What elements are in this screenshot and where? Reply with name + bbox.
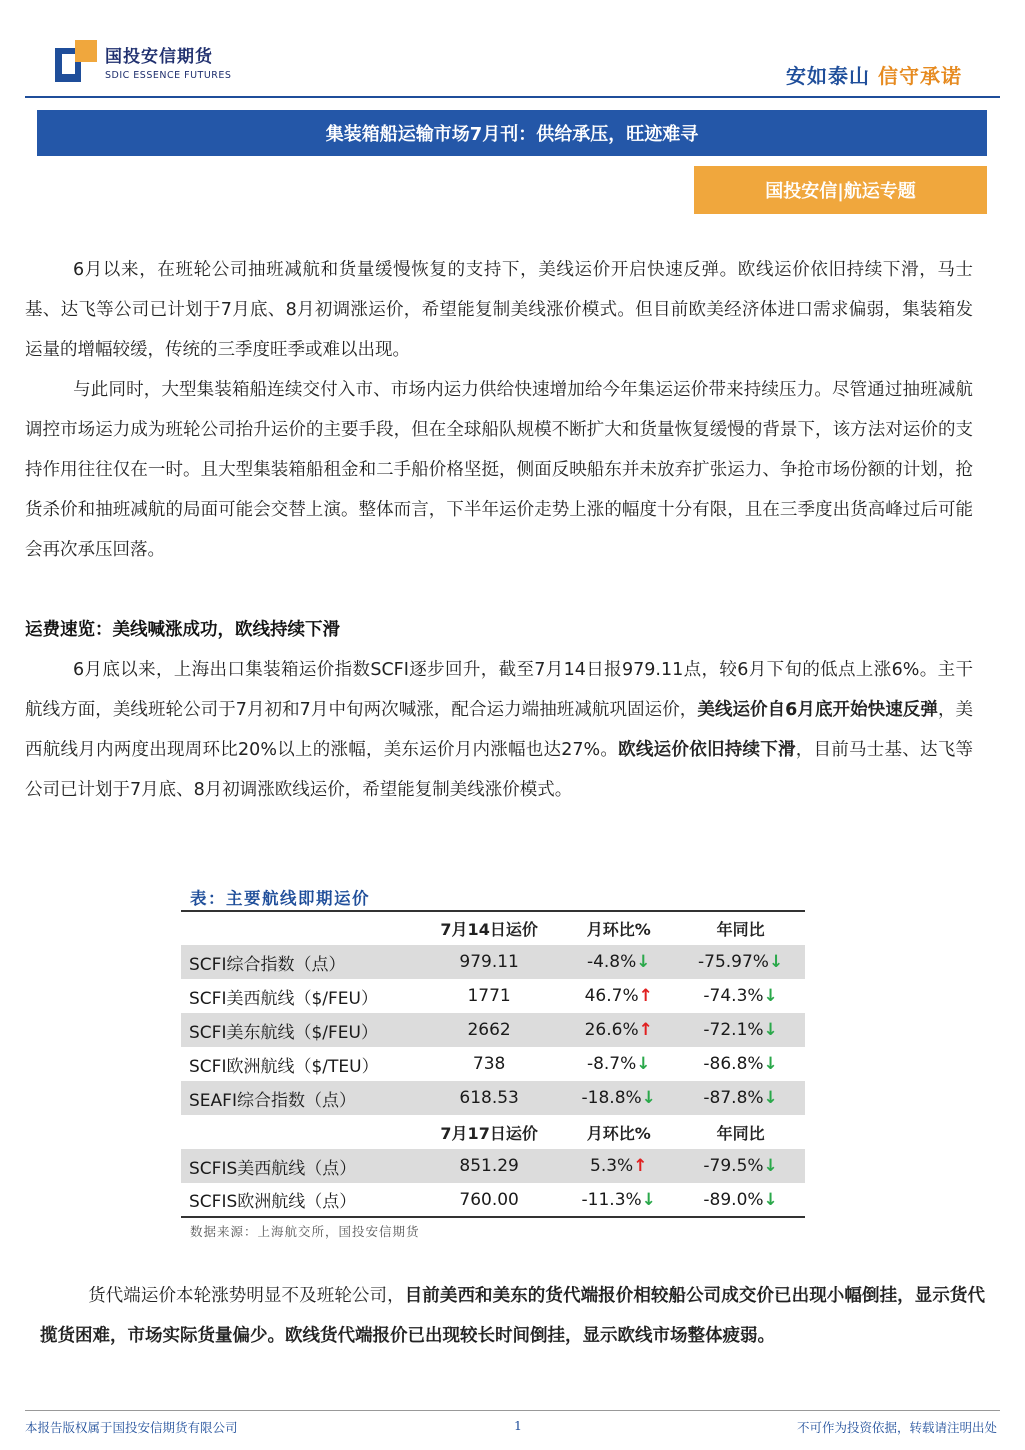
spot-price: 851.29 bbox=[417, 1149, 561, 1183]
column-header bbox=[181, 1115, 417, 1149]
mom-change-cell bbox=[561, 1183, 676, 1217]
arrow-down-icon: ↓ bbox=[763, 986, 778, 1006]
spot-price: 738 bbox=[472, 1054, 506, 1074]
intro-paragraph-2 bbox=[25, 370, 973, 570]
intro-paragraph-1 bbox=[25, 250, 973, 370]
arrow-down-icon: ↓ bbox=[636, 1054, 651, 1074]
spot-price: 618.53 bbox=[417, 1081, 561, 1115]
yoy-change: -74.3% bbox=[703, 986, 764, 1006]
section-p-a: 6月底以来，上海出口集装箱运价指数SCFI逐步回升，截至7月14日报979.11点，较6月下旬的低点上涨6%。主干航线方面，美线班轮公司于7月初和7月中旬两次喊涨，配合运力端抽班减航巩固运价， bbox=[25, 660, 973, 720]
mom-change: -4.8% bbox=[586, 952, 637, 972]
yoy-change-cell bbox=[676, 1183, 805, 1217]
arrow-down-icon: ↓ bbox=[763, 1156, 778, 1176]
section-p-c: ，美西航线月内两度出现周环比20%以上的涨幅，美东运价月内涨幅也达27%。 bbox=[25, 700, 974, 760]
column-header: 7月14日运价 bbox=[440, 920, 538, 939]
yoy-change: -79.5% bbox=[703, 1156, 764, 1176]
logo-text-en: SDIC ESSENCE FUTURES bbox=[105, 70, 232, 81]
company-logo-icon bbox=[55, 40, 97, 82]
footer-copyright: 本报告版权属于国投安信期货有限公司 bbox=[25, 1420, 238, 1435]
mom-change: 46.7% bbox=[584, 986, 639, 1006]
mom-change: -11.3% bbox=[581, 1189, 642, 1210]
route-name: SEAFI综合指数（点） bbox=[181, 1081, 417, 1115]
yoy-change-cell bbox=[676, 945, 805, 979]
intro-p1-text: 6月以来，在班轮公司抽班减航和货量缓慢恢复的支持下，美线运价开启快速反弹。欧线运价依旧持续下滑，马士基、达飞等公司已计划于7月底、8月初调涨运价，希望能复制美线涨价模式。但目前欧美经济体进口需求偏弱，集装箱发运量的增幅较缓，传统的三季度旺季或难以出现。 bbox=[25, 260, 973, 360]
mom-change: -18.8% bbox=[581, 1088, 642, 1108]
route-name: SCFIS美西航线（点） bbox=[181, 1149, 417, 1183]
route-name: SCFI美东航线（$/FEU） bbox=[181, 1013, 417, 1047]
slogan-part2: 信守承诺 bbox=[878, 64, 962, 88]
route-name: SCFI综合指数（点） bbox=[181, 945, 417, 979]
footer-disclaimer: 不可作为投资依据，转载请注明出处 bbox=[796, 1420, 997, 1435]
arrow-up-icon: ↑ bbox=[633, 1156, 648, 1176]
arrow-down-icon: ↓ bbox=[763, 1189, 778, 1210]
mom-change: -8.7% bbox=[586, 1054, 637, 1074]
arrow-down-icon: ↓ bbox=[641, 1088, 656, 1108]
mom-change-cell bbox=[561, 1013, 676, 1047]
slogan-part1: 安如泰山 bbox=[786, 64, 871, 88]
column-header: 月环比% bbox=[586, 1123, 651, 1143]
section-p-d: 欧线运价依旧持续下滑 bbox=[618, 740, 796, 760]
yoy-change: -72.1% bbox=[703, 1020, 764, 1040]
column-header: 月环比% bbox=[586, 920, 651, 939]
column-header: 年同比 bbox=[716, 920, 765, 939]
yoy-change: -87.8% bbox=[703, 1088, 764, 1108]
spot-price: 979.11 bbox=[417, 945, 561, 979]
mom-change-cell bbox=[561, 979, 676, 1013]
intro-p2-text: 与此同时，大型集装箱船连续交付入市、市场内运力供给快速增加给今年集运运价带来持续压力。尽管通过抽班减航调控市场运力成为班轮公司抬升运价的主要手段，但在全球船队规模不断扩大和货量恢复缓慢的背景下，该方法对运价的支持作用往往仅在一时。且大型集装箱船租金和二手船价格坚挺，侧面反映船东并未放弃扩张运力、争抢市场份额的计划，抢货杀价和抽班减航的局面可能会交替上演。整体而言，下半年运价走势上涨的幅度十分有限，且在三季度出货高峰过后可能会再次承压回落。 bbox=[25, 380, 973, 560]
yoy-change: -89.0% bbox=[703, 1189, 764, 1210]
section-heading: 运费速览：美线喊涨成功，欧线持续下滑 bbox=[25, 620, 340, 640]
column-header: 年同比 bbox=[716, 1123, 765, 1143]
mom-change-cell bbox=[561, 1149, 676, 1183]
yoy-change-cell bbox=[676, 979, 805, 1013]
section-paragraph bbox=[25, 650, 973, 810]
arrow-down-icon: ↓ bbox=[636, 952, 651, 972]
route-name: SCFIS欧洲航线（点） bbox=[189, 1192, 357, 1212]
mom-change: 5.3% bbox=[590, 1156, 634, 1176]
logo-text-cn: 国投安信期货 bbox=[105, 47, 213, 67]
header-divider bbox=[25, 96, 1000, 98]
mom-change: 26.6% bbox=[584, 1020, 639, 1040]
yoy-change: -86.8% bbox=[703, 1054, 764, 1074]
report-title: 集装箱船运输市场7月刊：供给承压，旺迹难寻 bbox=[37, 110, 987, 156]
mom-change-cell bbox=[561, 1081, 676, 1115]
spot-price: 760.00 bbox=[459, 1189, 519, 1210]
arrow-down-icon: ↓ bbox=[763, 1088, 778, 1108]
series-badge: 国投安信|航运专题 bbox=[694, 166, 987, 214]
route-name: SCFI美西航线（$/FEU） bbox=[189, 988, 378, 1009]
table-header-row bbox=[181, 911, 805, 945]
table-row bbox=[181, 1183, 805, 1217]
spot-price: 1771 bbox=[467, 986, 511, 1006]
table-row bbox=[181, 945, 805, 979]
table-header-row bbox=[181, 1115, 805, 1149]
table-row bbox=[181, 979, 805, 1013]
table-title: 表：主要航线即期运价 bbox=[190, 889, 370, 908]
arrow-up-icon: ↑ bbox=[638, 1020, 653, 1040]
yoy-change-cell bbox=[676, 1149, 805, 1183]
arrow-down-icon: ↓ bbox=[641, 1189, 656, 1210]
column-header: 7月17日运价 bbox=[440, 1123, 538, 1143]
page-header bbox=[25, 30, 1000, 98]
closing-paragraph bbox=[40, 1276, 985, 1356]
spot-price: 2662 bbox=[417, 1013, 561, 1047]
table-row bbox=[181, 1047, 805, 1081]
arrow-down-icon: ↓ bbox=[768, 952, 784, 972]
arrow-down-icon: ↓ bbox=[763, 1020, 778, 1040]
page-number: 1 bbox=[514, 1418, 522, 1433]
yoy-change: -75.97% bbox=[698, 952, 769, 972]
section-p-e: ，目前马士基、达飞等公司已计划于7月底、8月初调涨欧线运价，希望能复制美线涨价模式。 bbox=[25, 740, 974, 800]
table-row bbox=[181, 1149, 805, 1183]
mom-change-cell bbox=[561, 945, 676, 979]
yoy-change-cell bbox=[676, 1081, 805, 1115]
section-p-b: 美线运价自6月底开始快速反弹 bbox=[697, 700, 938, 720]
closing-p-b: 目前美西和美东的货代端报价相较船公司成交价已出现小幅倒挂，显示货代揽货困难，市场实际货量偏少。欧线货代端报价已出现较长时间倒挂，显示欧线市场整体疲弱。 bbox=[40, 1286, 986, 1346]
yoy-change-cell bbox=[676, 1013, 805, 1047]
table-row bbox=[181, 1081, 805, 1115]
yoy-change-cell bbox=[676, 1047, 805, 1081]
table-row bbox=[181, 1013, 805, 1047]
arrow-up-icon: ↑ bbox=[638, 986, 653, 1006]
slogan bbox=[786, 60, 962, 89]
mom-change-cell bbox=[561, 1047, 676, 1081]
column-header bbox=[181, 911, 417, 945]
arrow-down-icon: ↓ bbox=[763, 1054, 778, 1074]
data-source: 数据来源：上海航交所，国投安信期货 bbox=[190, 1224, 420, 1239]
rates-table bbox=[181, 910, 805, 1218]
footer-divider bbox=[25, 1410, 1000, 1411]
route-name: SCFI欧洲航线（$/TEU） bbox=[189, 1056, 379, 1077]
closing-p-a: 货代端运价本轮涨势明显不及班轮公司， bbox=[88, 1286, 405, 1306]
